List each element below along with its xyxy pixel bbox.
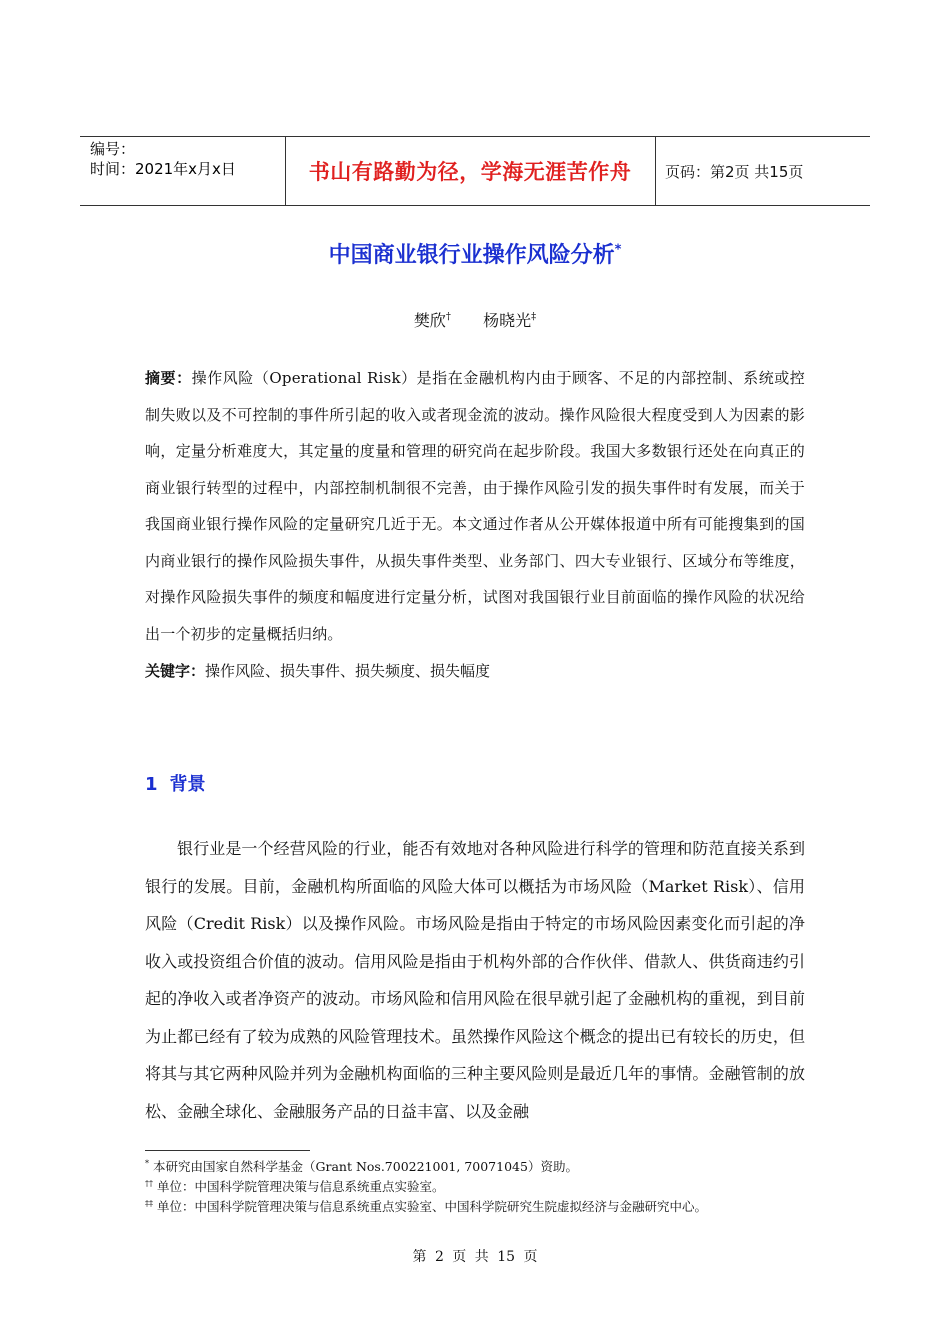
- footnote-text: 单位：中国科学院管理决策与信息系统重点实验室、中国科学院研究生院虚拟经济与金融研究中心。: [156, 1199, 707, 1215]
- document-title: [0, 238, 950, 269]
- footnote: [145, 1195, 707, 1215]
- author-name: 樊欣: [413, 311, 446, 330]
- title-text: 中国商业银行业操作风险分析: [328, 243, 615, 268]
- author-mark: ‡: [531, 311, 537, 323]
- footnote-text: 单位：中国科学院管理决策与信息系统重点实验室。: [156, 1179, 445, 1195]
- abstract: [145, 360, 805, 652]
- header-divider: [655, 137, 656, 205]
- title-footnote-mark: *: [614, 242, 622, 258]
- author-mark: †: [445, 311, 451, 323]
- section-number: 1: [145, 774, 158, 795]
- footnote: [145, 1155, 707, 1175]
- author-name: 杨晓光: [483, 311, 532, 330]
- keywords-text: 操作风险、损失事件、损失频度、损失幅度: [205, 662, 491, 680]
- footnote-divider: [145, 1150, 310, 1151]
- author-line: [0, 308, 950, 331]
- abstract-text: 操作风险（Operational Risk）是指在金融机构内由于顾客、不足的内部控制、系统或控制失败以及不可控制的事件所引起的收入或者现金流的波动。操作风险很大程度受到人为因素的影响，定量分析难度大，其定量的度量和管理的研究尚在起步阶段。我国大多数银行还处在向真正的商业银行转型的过程中，内部控制机制很不完善，由于操作风险引发的损失事件时有发展，而关于我国商业银行操作风险的定量研究几近于无。本文通过作者从公开媒体报道中所有可能搜集到的国内商业银行的操作风险损失事件，从损失事件类型、业务部门、四大专业银行、区域分布等维度，对操作风险损失事件的频度和幅度进行定量分析，试图对我国银行业目前面临的操作风险的状况给出一个初步的定量概括归纳。: [145, 369, 805, 643]
- keywords-label: 关键字：: [145, 662, 206, 680]
- section-heading: [145, 770, 206, 796]
- header-page-info: 页码：第2页 共15页: [665, 162, 804, 181]
- footnote-mark: *: [145, 1159, 149, 1168]
- footnotes: [145, 1155, 707, 1215]
- footnote-mark: ‡‡: [145, 1199, 153, 1209]
- footnote: [145, 1175, 707, 1195]
- footnote-mark: ††: [145, 1179, 153, 1189]
- header-meta: [90, 139, 236, 179]
- section-title: 背景: [169, 774, 206, 795]
- footnote-text: 本研究由国家自然科学基金（Grant Nos.700221001, 70071045）资助。: [152, 1159, 578, 1175]
- abstract-label: 摘要：: [145, 369, 192, 387]
- keywords: [145, 656, 490, 686]
- page-number: 第 2 页 共 15 页: [412, 1249, 538, 1265]
- header-time-label: 时间：2021年x月x日: [90, 160, 236, 178]
- header-motto: 书山有路勤为径，学海无涯苦作舟: [308, 160, 632, 184]
- body-paragraph: 银行业是一个经营风险的行业，能否有效地对各种风险进行科学的管理和防范直接关系到银行的发展。目前，金融机构所面临的风险大体可以概括为市场风险（Market Risk）、信用风险（Credit Risk）以及操作风险。市场风险是指由于特定的市场风险因素变化而引起的净收入或投资组合价值的波动。信用风险是指由于机构外部的合作伙伴、借款人、供货商违约引起的净收入或者净资产的波动。市场风险和信用风险在很早就引起了金融机构的重视，到目前为止都已经有了较为成熟的风险管理技术。虽然操作风险这个概念的提出已有较长的历史，但将其与其它两种风险并列为金融机构面临的三种主要风险则是最近几年的事情。金融管制的放松、金融全球化、金融服务产品的日益丰富、以及金融: [145, 839, 805, 1121]
- header-number-label: 编号：: [90, 140, 136, 158]
- document-header: [80, 136, 870, 206]
